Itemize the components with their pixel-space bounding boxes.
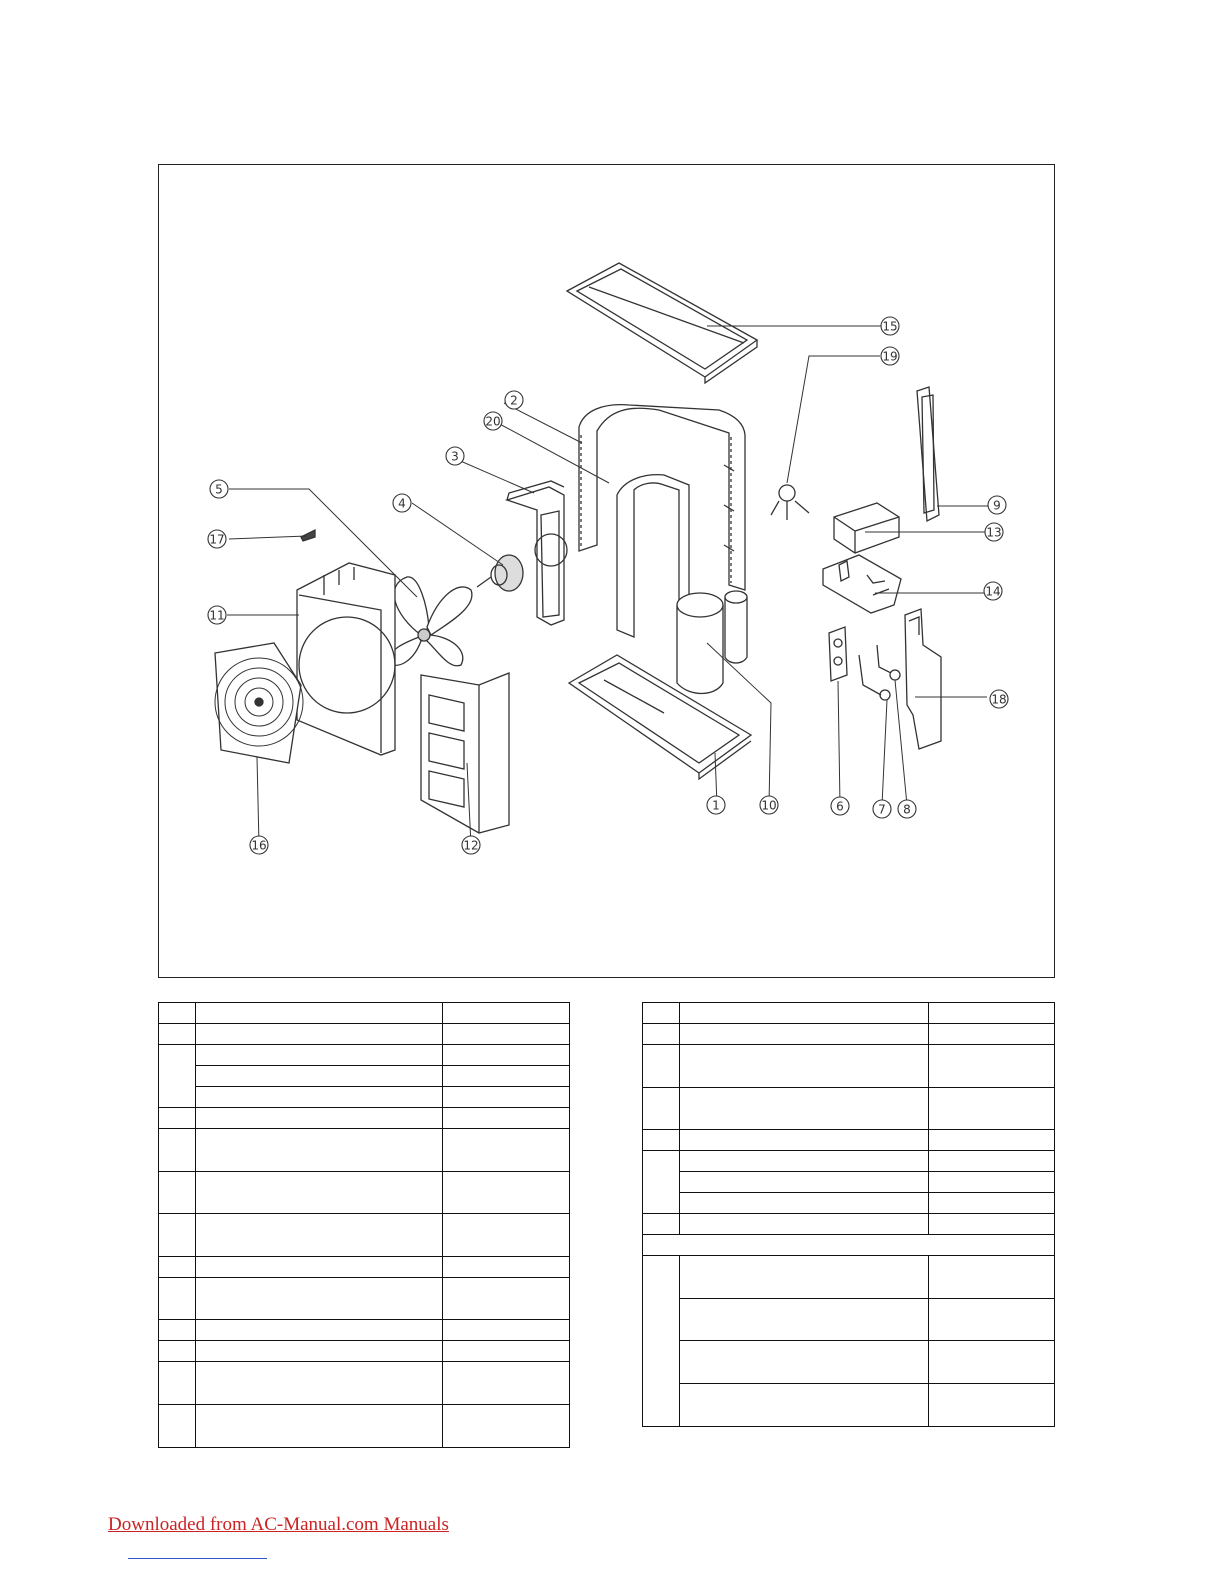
callout-8: [898, 800, 916, 818]
callout-number: 10: [761, 798, 777, 813]
description-cell: [195, 1066, 442, 1087]
parts-list-right: [642, 1002, 1055, 1427]
description-cell: [679, 1214, 928, 1235]
index-cell: [159, 1277, 196, 1320]
description-cell: [195, 1320, 442, 1341]
parts-left-row: [159, 1341, 570, 1362]
callout-5: [210, 480, 228, 498]
description-cell: [195, 1277, 442, 1320]
code-cell: [929, 1151, 1055, 1172]
code-cell: [443, 1024, 570, 1045]
parts-left-row: [159, 1277, 570, 1320]
index-cell: [159, 1045, 196, 1108]
callout-number: 14: [985, 584, 1001, 599]
index-cell: [159, 1404, 196, 1447]
exploded-view-diagram: [158, 164, 1055, 978]
description-cell: [195, 1045, 442, 1066]
code-cell: [443, 1129, 570, 1172]
description-cell: [195, 1171, 442, 1214]
parts-left-row: [159, 1024, 570, 1045]
index-cell: [159, 1362, 196, 1405]
code-cell: [443, 1256, 570, 1277]
parts-left-row: [159, 1066, 570, 1087]
description-cell: [195, 1341, 442, 1362]
parts-right-row: [643, 1341, 1055, 1384]
description-cell: [195, 1214, 442, 1257]
description-cell: [195, 1256, 442, 1277]
parts-right-row: [643, 1383, 1055, 1426]
code-cell: [443, 1087, 570, 1108]
parts-left-row: [159, 1171, 570, 1214]
callout-2: [505, 391, 523, 409]
callout-number: 18: [991, 692, 1007, 707]
parts-left-row: [159, 1087, 570, 1108]
description-cell: [195, 1024, 442, 1045]
description-cell: [195, 1362, 442, 1405]
callout-20: [484, 412, 502, 430]
code-cell: [443, 1277, 570, 1320]
description-cell: [679, 1256, 928, 1299]
callout-7: [873, 800, 891, 818]
callout-number: 15: [882, 319, 898, 334]
index-cell: [643, 1214, 680, 1235]
section-cell: [643, 1235, 1055, 1256]
callout-15: [881, 317, 899, 335]
code-cell: [443, 1066, 570, 1087]
callout-9: [988, 496, 1006, 514]
index-cell: [643, 1024, 680, 1045]
parts-left-row: [159, 1320, 570, 1341]
callout-12: [462, 836, 480, 854]
parts-left-row: [159, 1214, 570, 1257]
parts-right-row: [643, 1087, 1055, 1130]
callout-number: 5: [215, 482, 223, 497]
parts-right-section-row: [643, 1235, 1055, 1256]
callout-13: [985, 523, 1003, 541]
callout-16: [250, 836, 268, 854]
code-cell: [929, 1256, 1055, 1299]
callout-number: 6: [836, 799, 844, 814]
footer-link[interactable]: Downloaded from AC-Manual.com Manuals: [108, 1514, 449, 1535]
description-cell: [679, 1341, 928, 1384]
callout-number: 13: [986, 525, 1002, 540]
description-cell: [679, 1045, 928, 1088]
code-cell: [929, 1341, 1055, 1384]
callout-3: [446, 447, 464, 465]
code-cell: [929, 1003, 1055, 1024]
code-cell: [929, 1045, 1055, 1088]
description-cell: [679, 1172, 928, 1193]
description-cell: [679, 1151, 928, 1172]
code-cell: [929, 1193, 1055, 1214]
footer-divider: [128, 1558, 267, 1559]
parts-right-row: [643, 1256, 1055, 1299]
callout-number: 3: [451, 449, 459, 464]
parts-right-row: [643, 1024, 1055, 1045]
code-cell: [929, 1298, 1055, 1341]
callout-6: [831, 797, 849, 815]
parts-left-row: [159, 1256, 570, 1277]
parts-right-row: [643, 1045, 1055, 1088]
callout-number: 11: [209, 608, 225, 623]
callout-number: 17: [209, 532, 225, 547]
callout-number: 9: [993, 498, 1001, 513]
callout-18: [990, 690, 1008, 708]
description-cell: [679, 1024, 928, 1045]
callout-layer: [159, 165, 1056, 979]
parts-right-row: [643, 1003, 1055, 1024]
code-cell: [443, 1214, 570, 1257]
code-cell: [929, 1024, 1055, 1045]
index-cell: [159, 1214, 196, 1257]
code-cell: [443, 1341, 570, 1362]
parts-left-row: [159, 1404, 570, 1447]
code-cell: [443, 1362, 570, 1405]
parts-right-row: [643, 1298, 1055, 1341]
callout-1: [707, 796, 725, 814]
code-cell: [443, 1003, 570, 1024]
parts-left-row: [159, 1362, 570, 1405]
parts-left-row: [159, 1129, 570, 1172]
callout-4: [393, 494, 411, 512]
callout-number: 19: [882, 349, 898, 364]
callout-number: 8: [903, 802, 911, 817]
callout-19: [881, 347, 899, 365]
description-cell: [679, 1193, 928, 1214]
code-cell: [443, 1045, 570, 1066]
code-cell: [443, 1108, 570, 1129]
index-cell: [643, 1087, 680, 1130]
description-cell: [195, 1108, 442, 1129]
callout-14: [984, 582, 1002, 600]
index-cell: [643, 1045, 680, 1088]
parts-left-row: [159, 1045, 570, 1066]
description-cell: [195, 1404, 442, 1447]
index-cell: [159, 1003, 196, 1024]
callout-11: [208, 606, 226, 624]
parts-right-row: [643, 1151, 1055, 1172]
code-cell: [443, 1320, 570, 1341]
description-cell: [195, 1087, 442, 1108]
callout-17: [208, 530, 226, 548]
description-cell: [679, 1087, 928, 1130]
description-cell: [679, 1298, 928, 1341]
code-cell: [443, 1404, 570, 1447]
index-cell: [159, 1108, 196, 1129]
index-cell: [643, 1256, 680, 1426]
parts-right-row: [643, 1172, 1055, 1193]
code-cell: [929, 1172, 1055, 1193]
callout-number: 4: [398, 496, 406, 511]
callout-number: 7: [878, 802, 886, 817]
index-cell: [159, 1129, 196, 1172]
code-cell: [929, 1130, 1055, 1151]
code-cell: [929, 1383, 1055, 1426]
callout-number: 1: [712, 798, 720, 813]
parts-left-row: [159, 1003, 570, 1024]
callout-number: 20: [485, 414, 501, 429]
index-cell: [159, 1320, 196, 1341]
index-cell: [159, 1341, 196, 1362]
index-cell: [643, 1130, 680, 1151]
index-cell: [643, 1003, 680, 1024]
code-cell: [443, 1171, 570, 1214]
code-cell: [929, 1214, 1055, 1235]
index-cell: [159, 1256, 196, 1277]
description-cell: [679, 1003, 928, 1024]
index-cell: [643, 1151, 680, 1214]
parts-left-row: [159, 1108, 570, 1129]
description-cell: [195, 1003, 442, 1024]
parts-right-row: [643, 1214, 1055, 1235]
callout-number: 2: [510, 393, 518, 408]
parts-right-row: [643, 1130, 1055, 1151]
description-cell: [679, 1130, 928, 1151]
parts-list-left: [158, 1002, 570, 1448]
callout-number: 12: [463, 838, 479, 853]
index-cell: [159, 1024, 196, 1045]
description-cell: [195, 1129, 442, 1172]
code-cell: [929, 1087, 1055, 1130]
index-cell: [159, 1171, 196, 1214]
description-cell: [679, 1383, 928, 1426]
callout-10: [760, 796, 778, 814]
callout-number: 16: [251, 838, 267, 853]
parts-right-row: [643, 1193, 1055, 1214]
